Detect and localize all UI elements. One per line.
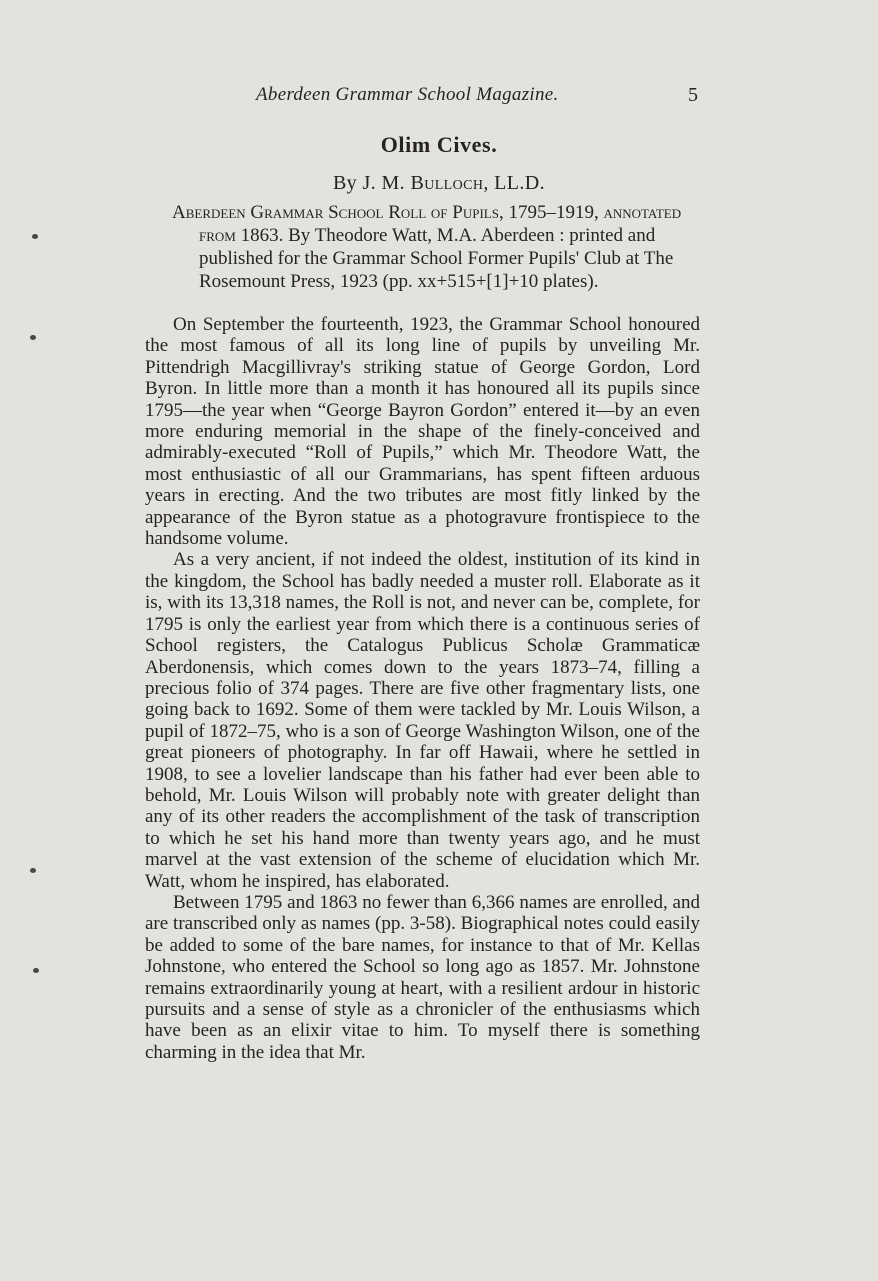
margin-mark	[32, 234, 38, 239]
bib-title: Aberdeen Grammar School Roll of Pupils,	[172, 202, 504, 223]
margin-mark	[30, 868, 36, 873]
margin-mark	[30, 335, 36, 340]
bib-annotated: annotated from	[199, 202, 682, 246]
byline-prefix: By J. M.	[332, 172, 411, 194]
byline-suffix: , LL.D.	[483, 172, 546, 194]
page-number: 5	[688, 84, 698, 106]
bib-details: 1863. By Theodore Watt, M.A. Aberdeen : printed and published for the Grammar School Former Pupils' Club at The Rosemount Press, 1923 (pp. xx+515+[1]+10 plates).	[199, 225, 674, 292]
byline-name: Bulloch	[410, 172, 484, 194]
running-title: Aberdeen Grammar School Magazine.	[256, 84, 559, 105]
bibliography-entry	[172, 201, 700, 293]
article-title: Olim Cives.	[380, 132, 498, 157]
paragraph: As a very ancient, if not indeed the oldest, institution of its kind in the kingdom, the School has badly needed a muster roll. Elaborate as it is, with its 13,318 names, the Roll is not, and never can be, complete, for 1795 is only the earliest year from which there is a continuous series of School registers, the Catalogus Publicus Scholæ Grammaticæ Aberdonensis, which comes down to the years 1873–74, filling a precious folio of 374 pages. There are five other fragmentary lists, one going back to 1692. Some of them were tackled by Mr. Louis Wilson, a pupil of 1872–75, who is a son of George Washington Wilson, one of the great pioneers of photography. In far off Hawaii, where he settled in 1908, to see a lovelier landscape than his father had ever been able to behold, Mr. Louis Wilson will probably note with greater delight than any of its other readers the accomplishment of the task of transcription to which he set his hand more than twenty years ago, and he must marvel at the vast extension of the scheme of elucidation which Mr. Watt, whom he inspired, has elaborated.	[145, 549, 700, 892]
bib-years: 1795–1919,	[503, 202, 604, 223]
article-body	[145, 314, 700, 1063]
margin-mark	[33, 968, 39, 973]
paragraph: Between 1795 and 1863 no fewer than 6,366 names are enrolled, and are transcribed only as names (pp. 3-58). Biographical notes could easily be added to some of the bare names, for instance to that of Mr. Kellas Johnstone, who entered the School so long ago as 1857. Mr. Johnstone remains extraordinarily young at heart, with a resilient ardour in historic pursuits and a sense of style as a chronicler of the enthusiasms which have been as an elixir vitae to him. To myself there is something charming in the idea that Mr.	[145, 891, 700, 1063]
byline	[0, 172, 878, 195]
paragraph: On September the fourteenth, 1923, the Grammar School honoured the most famous of all its long line of pupils by unveiling Mr. Pittendrigh Macgillivray's striking statue of George Gordon, Lord Byron. In little more than a month it has honoured all its pupils since 1795—the year when “George Bayron Gordon” entered it—by an even more enduring memorial in the shape of the finely-conceived and admirably-executed “Roll of Pupils,” which Mr. Theodore Watt, the most enthusiastic of all our Grammarians, has spent fifteen arduous years in erecting. And the two tributes are most fitly linked by the appearance of the Byron statue as a photogravure frontispiece to the handsome volume.	[145, 314, 700, 550]
